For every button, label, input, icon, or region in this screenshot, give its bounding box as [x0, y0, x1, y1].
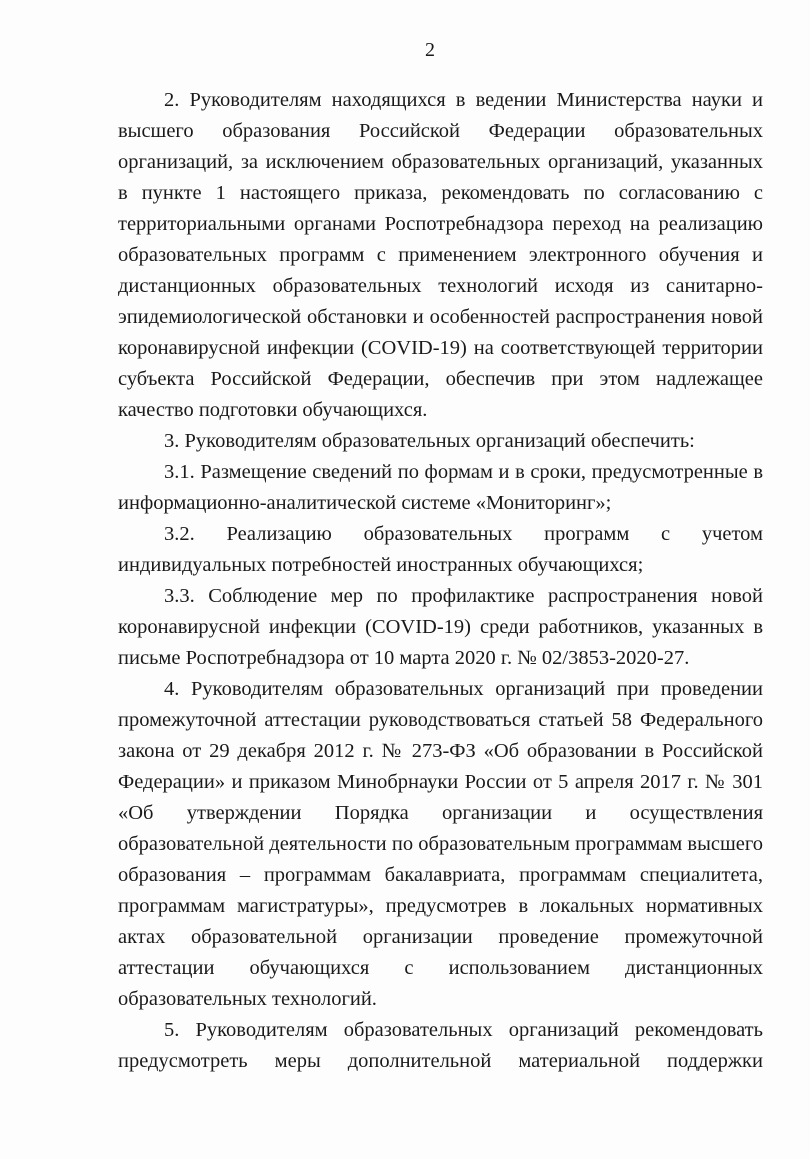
paragraph-item-4: 4. Руководителям образовательных организаций при проведении промежуточной аттестации руководствоваться статьей 58 Федерального закона от 29 декабря 2012 г. № 273-ФЗ «Об образовании в Российской Федерации» и приказом Минобрнауки России от 5 апреля 2017 г. № 301 «Об утверждении Порядка организации и осуществления образовательной деятельности по образовательным программам высшего образования – программам бакалавриата, программам специалитета, программам магистратуры», предусмотрев в локальных нормативных актах образовательной организации проведение промежуточной аттестации обучающихся с использованием дистанционных образовательных технологий.	[118, 678, 763, 1010]
page-number: 2	[425, 39, 435, 61]
paragraph-item-5: 5. Руководителям образовательных организаций рекомендовать предусмотреть меры дополнительной материальной поддержки	[118, 1019, 763, 1072]
paragraph-item-3-2: 3.2. Реализацию образовательных программ с учетом индивидуальных потребностей иностранных обучающихся;	[118, 523, 763, 576]
document-body	[118, 85, 763, 1077]
paragraph-item-3: 3. Руководителям образовательных организаций обеспечить:	[164, 430, 695, 452]
paragraph-item-3-3: 3.3. Соблюдение мер по профилактике распространения новой коронавирусной инфекции (COVID-19) среди работников, указанных в письме Роспотребнадзора от 10 марта 2020 г. № 02/3853-2020-27.	[118, 585, 763, 669]
paragraph-item-2: 2. Руководителям находящихся в ведении Министерства науки и высшего образования Российской Федерации образовательных организаций, за исключением образовательных организаций, указанных в пункте 1 настоящего приказа, рекомендовать по согласованию с территориальными органами Роспотребнадзора переход на реализацию образовательных программ с применением электронного обучения и дистанционных образовательных технологий исходя из санитарно-эпидемиологической обстановки и особенностей распространения новой коронавирусной инфекции (COVID-19) на соответствующей территории субъекта Российской Федерации, обеспечив при этом надлежащее качество подготовки обучающихся.	[118, 89, 763, 421]
paragraph-item-3-1: 3.1. Размещение сведений по формам и в сроки, предусмотренные в информационно-аналитической системе «Мониторинг»;	[118, 461, 763, 514]
